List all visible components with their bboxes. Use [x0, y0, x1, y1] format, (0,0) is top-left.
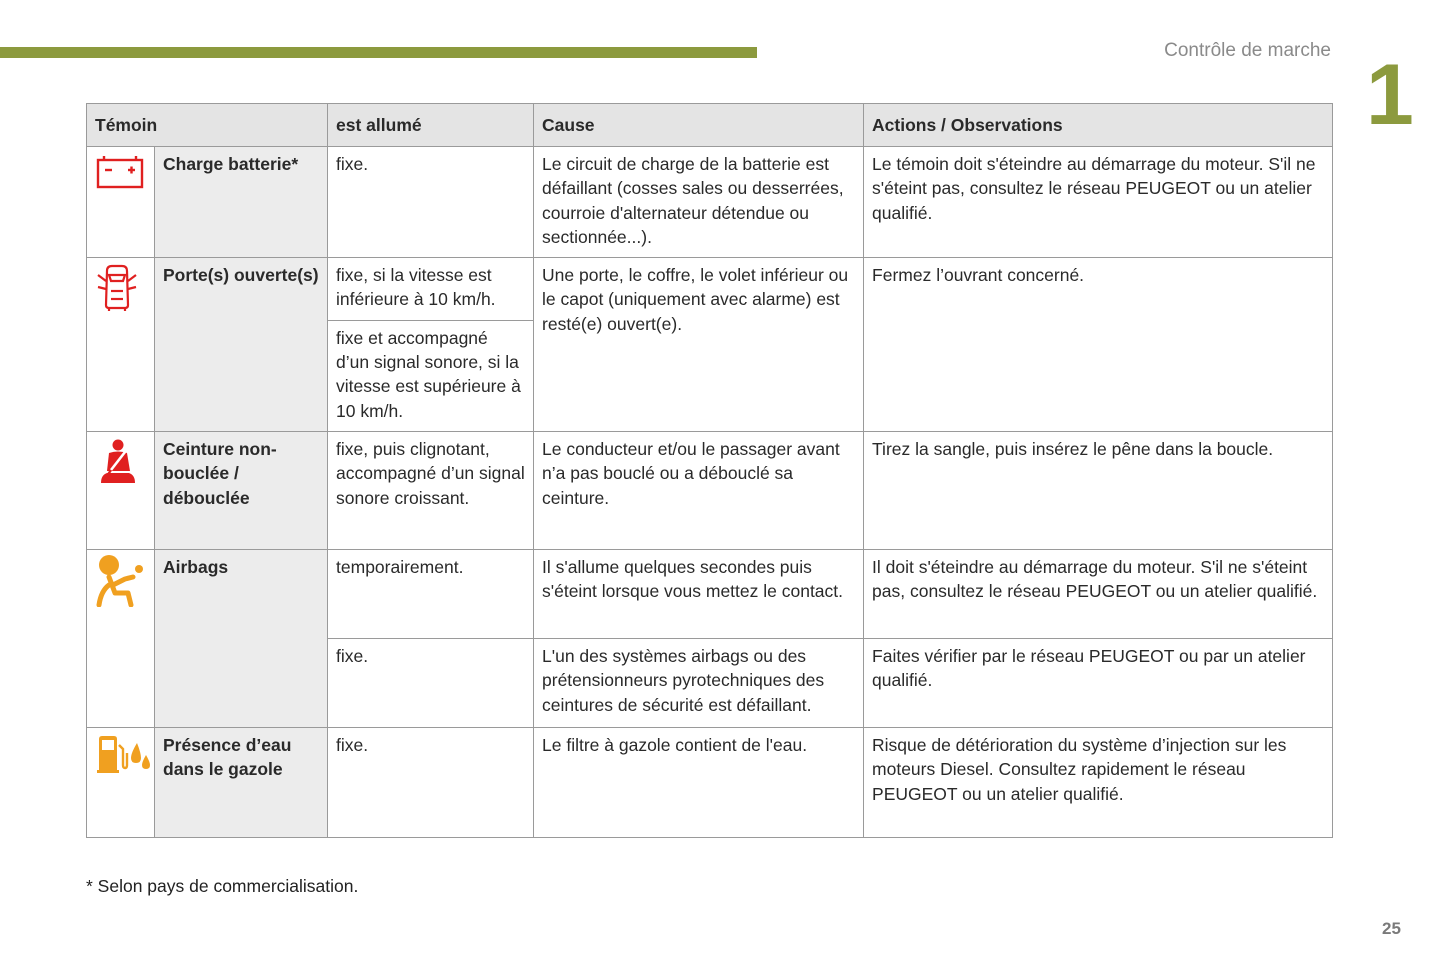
battery-icon	[95, 152, 145, 196]
cause-text: Une porte, le coffre, le volet inférieur ou le capot (uniquement avec alarme) est resté(e) ouvert(e).	[534, 258, 864, 432]
column-header-cause: Cause	[534, 104, 864, 147]
lit-condition: fixe.	[328, 147, 534, 258]
action-text: Risque de détérioration du système d’injection sur les moteurs Diesel. Consultez rapidement le réseau PEUGEOT ou un atelier qualifié.	[864, 727, 1333, 837]
open-door-icon	[95, 263, 139, 317]
icon-cell	[87, 431, 155, 549]
header-accent-bar	[0, 47, 757, 58]
cause-text: Le conducteur et/ou le passager avant n’a pas bouclé ou a débouclé sa ceinture.	[534, 431, 864, 549]
cause-text: L'un des systèmes airbags ou des prétensionneurs pyrotechniques des ceintures de sécurité est défaillant.	[534, 638, 864, 727]
cause-text: Le filtre à gazole contient de l'eau.	[534, 727, 864, 837]
chapter-number: 1	[1366, 47, 1414, 143]
column-header-lit: est allumé	[328, 104, 534, 147]
page-number: 25	[1382, 919, 1401, 938]
icon-cell	[87, 258, 155, 432]
warning-name: Airbags	[155, 549, 328, 727]
action-text: Le témoin doit s'éteindre au démarrage du moteur. S'il ne s'éteint pas, consultez le réseau PEUGEOT ou un atelier qualifié.	[864, 147, 1333, 258]
lit-condition: fixe, puis clignotant, accompagné d’un signal sonore croissant.	[328, 431, 534, 549]
table-header-row	[87, 104, 1333, 147]
section-title: Contrôle de marche	[1164, 40, 1331, 61]
table-row	[87, 258, 1333, 321]
table-row	[87, 549, 1333, 638]
table-row	[87, 727, 1333, 837]
warning-name: Porte(s) ouverte(s)	[155, 258, 328, 432]
lit-condition: fixe.	[328, 638, 534, 727]
action-text: Faites vérifier par le réseau PEUGEOT ou par un atelier qualifié.	[864, 638, 1333, 727]
icon-cell	[87, 549, 155, 727]
footnote: * Selon pays de commercialisation.	[86, 876, 359, 896]
warning-name: Ceinture non-bouclée / débouclée	[155, 431, 328, 549]
cause-text: Le circuit de charge de la batterie est défaillant (cosses sales ou desserrées, courroie d'alternateur détendue ou sectionnée...).	[534, 147, 864, 258]
column-header-temoin: Témoin	[87, 104, 328, 147]
seatbelt-icon	[95, 437, 139, 491]
lit-condition: fixe, si la vitesse est inférieure à 10 km/h.	[328, 258, 534, 321]
warning-name: Présence d’eau dans le gazole	[155, 727, 328, 837]
lit-condition: fixe et accompagné d’un signal sonore, si la vitesse est supérieure à 10 km/h.	[328, 320, 534, 431]
column-header-actions: Actions / Observations	[864, 104, 1333, 147]
warning-lights-table	[86, 103, 1333, 838]
action-text: Fermez l’ouvrant concerné.	[864, 258, 1333, 432]
cause-text: Il s'allume quelques secondes puis s'éteint lorsque vous mettez le contact.	[534, 549, 864, 638]
warning-name: Charge batterie*	[155, 147, 328, 258]
table-row	[87, 431, 1333, 549]
lit-condition: temporairement.	[328, 549, 534, 638]
action-text: Tirez la sangle, puis insérez le pêne dans la boucle.	[864, 431, 1333, 549]
lit-condition: fixe.	[328, 727, 534, 837]
table-row	[87, 147, 1333, 258]
icon-cell	[87, 727, 155, 837]
icon-cell	[87, 147, 155, 258]
action-text: Il doit s'éteindre au démarrage du moteur. S'il ne s'éteint pas, consultez le réseau PEUGEOT ou un atelier qualifié.	[864, 549, 1333, 638]
water-in-diesel-icon	[95, 733, 153, 781]
airbag-icon	[95, 555, 149, 613]
